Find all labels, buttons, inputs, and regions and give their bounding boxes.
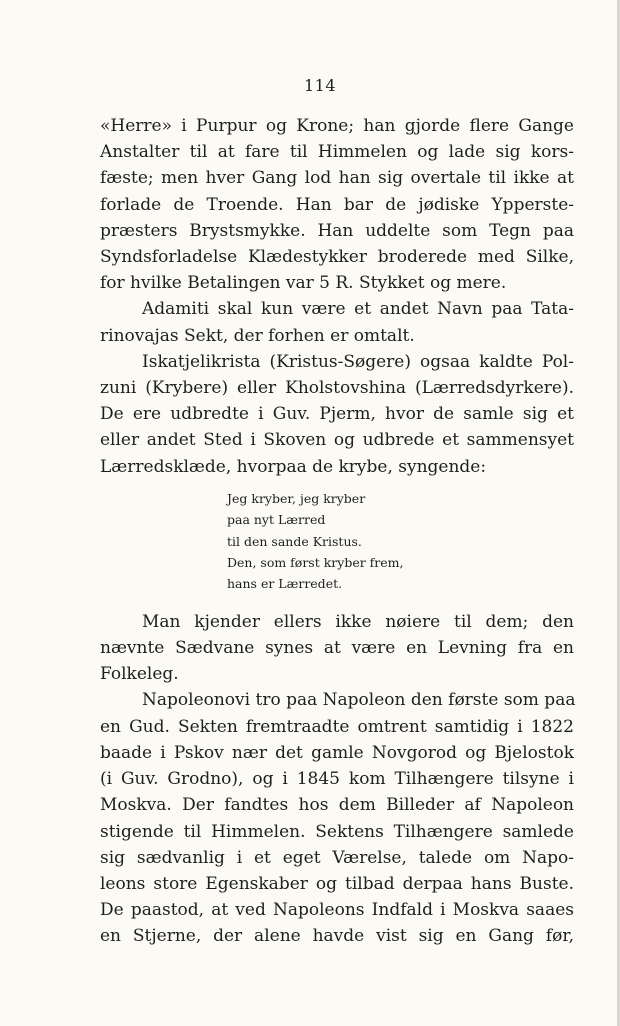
page-number: 114 bbox=[303, 76, 337, 95]
text-line: De ere udbredte i Guv. Pjerm, hvor de samle sig et bbox=[100, 404, 574, 425]
text-line: fæste; men hver Gang lod han sig overtale til ikke at bbox=[100, 168, 574, 189]
text-line: zuni (Krybere) eller Kholstovshina (Lærredsdyrkere). bbox=[100, 378, 574, 399]
text-line: baade i Pskov nær det gamle Novgorod og Bjelostok bbox=[100, 742, 574, 763]
verse-line: Jeg kryber, jeg kryber bbox=[227, 490, 366, 506]
text-line: nævnte Sædvane synes at være en Levning fra en bbox=[100, 638, 574, 659]
verse-block bbox=[227, 488, 574, 595]
text-line: stigende til Himmelen. Sektens Tilhængere samlede bbox=[100, 821, 574, 842]
text-line: Folkeleg. bbox=[100, 664, 179, 685]
text-line: eller andet Sted i Skoven og udbrede et sammensyet bbox=[100, 430, 574, 451]
verse-line: til den sande Kristus. bbox=[227, 533, 362, 549]
paragraph bbox=[100, 687, 574, 949]
text-line: for hvilke Betalingen var 5 R. Stykket og mere. bbox=[100, 273, 507, 294]
text-line: Syndsforladelse Klædestykker broderede med Silke, bbox=[100, 247, 574, 268]
text-line: rinovajas Sekt, der forhen er omtalt. bbox=[100, 325, 415, 346]
text-line: forlade de Troende. Han bar de jødiske Ypperste- bbox=[100, 194, 574, 215]
paragraph bbox=[100, 349, 574, 480]
paragraph bbox=[100, 113, 574, 296]
text-line: sig sædvanlig i et eget Værelse, talede om Napo- bbox=[100, 847, 574, 868]
text-line: Lærredsklæde, hvorpaa de krybe, syngende: bbox=[100, 456, 487, 477]
text-line: Moskva. Der fandtes hos dem Billeder af Napoleon bbox=[100, 795, 574, 816]
verse-line: Den, som først kryber frem, bbox=[227, 555, 404, 571]
text-line: Adamiti skal kun være et andet Navn paa Tata- bbox=[142, 299, 574, 320]
text-line: Napoleonovi tro paa Napoleon den første som paa bbox=[142, 690, 576, 711]
verse-line: hans er Lærredet. bbox=[227, 576, 343, 592]
text-line: en Gud. Sekten fremtraadte omtrent samtidig i 1822 bbox=[100, 716, 574, 737]
text-line: «Herre» i Purpur og Krone; han gjorde flere Gange bbox=[100, 116, 574, 136]
paragraph bbox=[100, 296, 574, 348]
text-line: præsters Brystsmykke. Han uddelte som Tegn paa bbox=[100, 220, 574, 241]
text-line: Iskatjelikrista (Kristus-Søgere) ogsaa kaldte Pol- bbox=[142, 351, 574, 372]
text-line: Anstalter til at fare til Himmelen og lade sig kors- bbox=[100, 142, 574, 163]
verse-line: paa nyt Lærred bbox=[227, 512, 326, 528]
text-line: en Stjerne, der alene havde vist sig en Gang før, bbox=[100, 926, 574, 947]
text-line: (i Guv. Grodno), og i 1845 kom Tilhængere tilsyne i bbox=[100, 769, 574, 790]
paragraph bbox=[100, 609, 574, 688]
text-line: De paastod, at ved Napoleons Indfald i Moskva saaes bbox=[100, 900, 574, 921]
page-body bbox=[100, 113, 574, 950]
text-line: Man kjender ellers ikke nøiere til dem; den bbox=[142, 611, 574, 632]
text-line: leons store Egenskaber og tilbad derpaa hans Buste. bbox=[100, 873, 574, 894]
